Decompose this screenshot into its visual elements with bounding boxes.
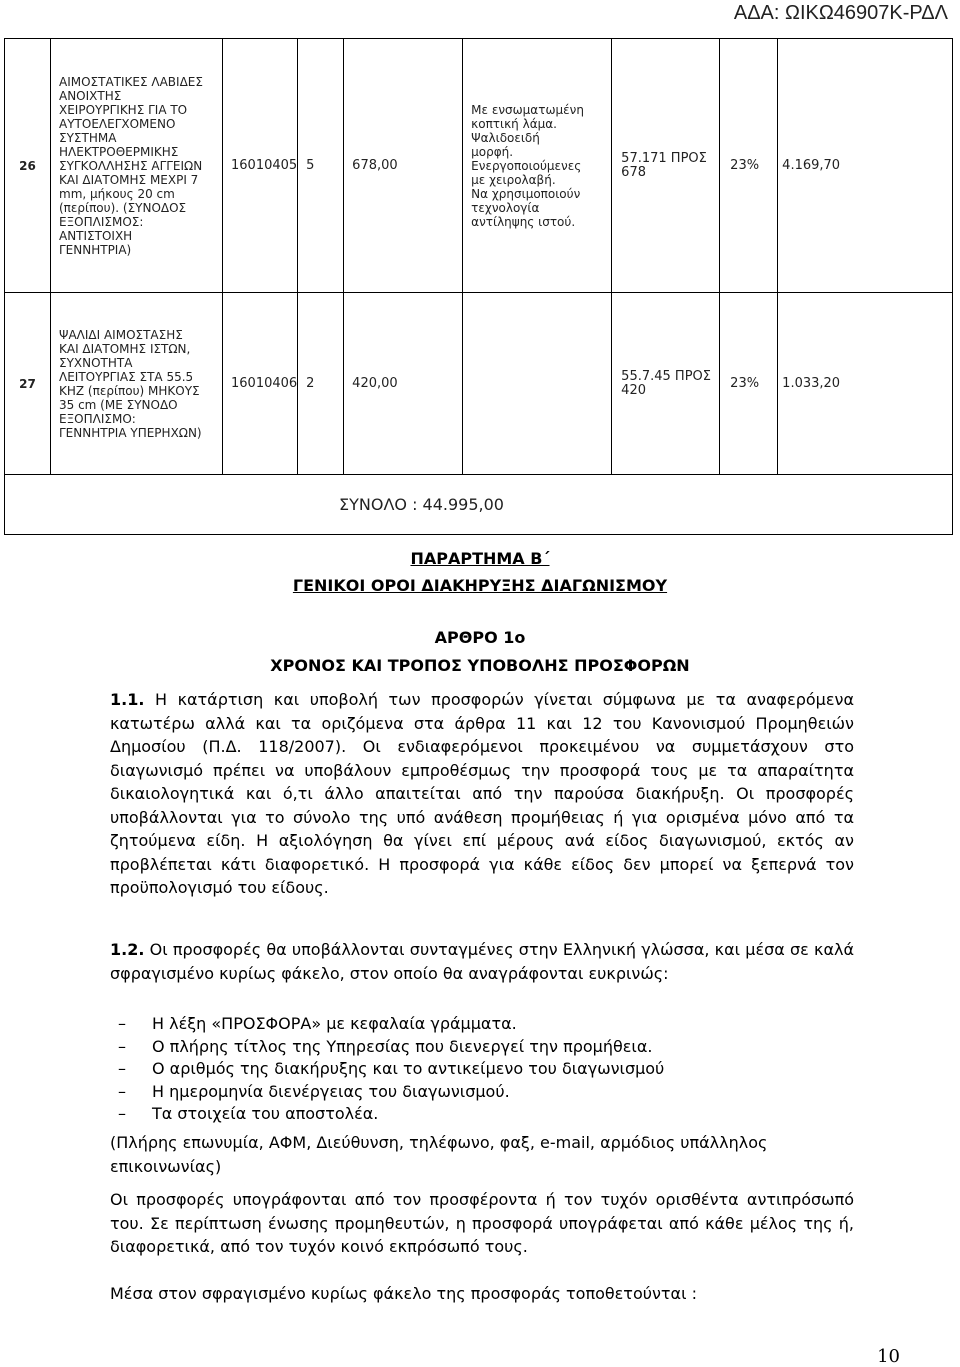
text-line: ΕΞΟΠΛΙΣΜΟ: (59, 411, 136, 426)
item-price: 678,00 (344, 39, 463, 293)
item-base-lines (621, 370, 719, 398)
item-code: 16010406 (223, 293, 298, 475)
text-line: ΧΕΙΡΟΥΡΓΙΚΗΣ ΓΙΑ ΤΟ (59, 102, 188, 117)
list-item: – Η λέξη «ΠΡΟΣΦΟΡΑ» με κεφαλαία γράμματα. (118, 1014, 517, 1033)
list-item: – Ο πλήρης τίτλος της Υπηρεσίας που διενεργεί την προμήθεια. (118, 1036, 653, 1056)
items-table (4, 38, 953, 535)
list-item: – Τα στοιχεία του αποστολέα. (118, 1104, 379, 1123)
text-line: ΑΝΤΙΣΤΟΙΧΗ (59, 228, 133, 243)
article-subtitle: ΧΡΟΝΟΣ ΚΑΙ ΤΡΟΠΟΣ ΥΠΟΒΟΛΗΣ ΠΡΟΣΦΟΡΩΝ (270, 656, 690, 675)
text-line: ΑΝΟΙΧΤΗΣ (59, 88, 122, 103)
item-spec-lines (471, 103, 611, 229)
text-line: ΚΑΙ ΔΙΑΤΟΜΗΣ ΜΕΧΡΙ 7 (59, 172, 199, 187)
list-item: – Η ημερομηνία διενέργειας του διαγωνισμού. (118, 1081, 510, 1101)
text-line: κοπτική λάμα. (471, 116, 557, 131)
text-line: Με ενσωματωμένη (471, 102, 584, 117)
text-line: Να χρησιμοποιούν (471, 186, 581, 201)
item-price: 420,00 (344, 293, 463, 475)
text-line: Ενεργοποιούμενες (471, 158, 582, 173)
annex-title: ΠΑΡΑΡΤΗΜΑ Β΄ (410, 549, 550, 568)
paragraph-text: Οι προσφορές θα υποβάλλονται συνταγμένες στην Ελληνική γλώσσα, και μέσα σε καλά σφραγισμένο κυρίως φάκελο, στον οποίο θα αναγράφονται ευκρινώς: (110, 940, 854, 983)
text-line: Ψαλιδοειδή (471, 130, 540, 145)
text-line: ΨΑΛΙΔΙ ΑΙΜΟΣΤΑΣΗΣ (59, 327, 183, 342)
paragraph-number: 1.1. (110, 690, 145, 709)
table-row (5, 293, 953, 475)
paragraph-number: 1.2. (110, 940, 145, 959)
text-line: 55.7.45 ΠΡΟΣ (621, 368, 711, 384)
grand-total: ΣΥΝΟΛΟ : 44.995,00 (5, 475, 953, 535)
envelope-list (118, 1013, 858, 1126)
annex-subtitle: ΓΕΝΙΚΟΙ ΟΡΟΙ ΔΙΑΚΗΡΥΞΗΣ ΔΙΑΓΩΝΙΣΜΟΥ (292, 576, 668, 595)
item-vat: 23% (720, 39, 778, 293)
item-name (51, 39, 223, 293)
text-line: ΛΕΙΤΟΥΡΓΙΑΣ ΣΤΑ 55.5 (59, 369, 194, 384)
text-line: ΑΥΤΟΕΛΕΓΧΟΜΕΝΟ (59, 116, 176, 131)
text-line: ΑΙΜΟΣΤΑΤΙΚΕΣ ΛΑΒΙΔΕΣ (59, 74, 203, 89)
text-line: αντίληψης ιστού. (471, 214, 576, 229)
item-base (612, 293, 720, 475)
text-line: mm, μήκους 20 cm (59, 186, 175, 201)
item-base-lines (621, 152, 719, 180)
table-row (5, 39, 953, 293)
text-line: ΣΥΓΚΟΛΛΗΣΗΣ ΑΓΓΕΙΩΝ (59, 158, 203, 173)
item-total: 4.169,70 (778, 39, 953, 293)
signature-paragraph: Οι προσφορές υπογράφονται από τον προσφέροντα ή τον τυχόν ορισθέντα αντιπρόσωπό του. Σε περίπτωση ένωσης προμηθευτών, η προσφορά υπογράφεται από κάθε μέλος της ή, διαφορετικά, από τον τυχόν κοινό εκπρόσωπό τους. (110, 1190, 854, 1256)
item-name-lines (59, 328, 222, 440)
total-row (5, 475, 953, 535)
item-code: 16010405 (223, 39, 298, 293)
text-line: με χειρολαβή. (471, 172, 556, 187)
text-line: KHZ (περίπου) ΜΗΚΟΥΣ (59, 383, 200, 398)
text-line: 35 cm (ΜΕ ΣΥΝΟΔΟ (59, 397, 178, 412)
text-line: ΚΑΙ ΔΙΑΤΟΜΗΣ ΙΣΤΩΝ, (59, 341, 191, 356)
paragraph-text: Η κατάρτιση και υποβολή των προσφορών γίνεται σύμφωνα με τα αναφερόμενα κατωτέρω αλλά και τα οριζόμενα στα άρθρα 11 και 12 του Κανονισμού Προμηθειών Δημοσίου (Π.Δ. 118/2007). Οι ενδιαφερόμενοι προκειμένου να συμμετάσχουν στο διαγωνισμό πρέπει να υποβάλουν εμπροθέσμως την προσφορά τους με τα απαραίτητα δικαιολογητικά και ό,τι άλλο απαιτείται από την παρούσα διακήρυξη. Οι προσφορές υποβάλλονται για το σύνολο της υπό ανάθεση προμήθειας ή για ορισμένα μόνο από τα ζητούμενα είδη. Η αξιολόγηση θα γίνει επί μέρους ανά είδος διαγωνισμού, εκτός αν προβλέπεται κάτι διαφορετικό. Η προσφορά για κάθε είδος δεν μπορεί να ξεπερνά τον προϋπολογισμό του είδους. (110, 690, 854, 897)
item-base (612, 39, 720, 293)
text-line: 57.171 ΠΡΟΣ (621, 150, 707, 166)
item-number: 27 (5, 293, 51, 475)
list-item: – Ο αριθμός της διακήρυξης και το αντικείμενο του διαγωνισμού (118, 1059, 665, 1078)
text-line: μορφή. (471, 144, 514, 159)
article-title: ΑΡΘΡΟ 1ο (434, 628, 526, 647)
text-line: ΣΥΧΝΟΤΗΤΑ (59, 355, 133, 370)
item-quantity: 2 (298, 293, 344, 475)
paragraph-1-2 (110, 938, 854, 985)
page-number: 10 (877, 1346, 900, 1367)
item-total: 1.033,20 (778, 293, 953, 475)
text-line: τεχνολογία (471, 200, 540, 215)
text-line: ΕΞΟΠΛΙΣΜΟΣ: (59, 214, 144, 229)
ada-code: ΑΔΑ: ΩΙΚΩ46907Κ-ΡΔΛ (733, 2, 948, 24)
text-line: ΓΕΝΝΗΤΡΙΑ) (59, 242, 132, 257)
item-quantity: 5 (298, 39, 344, 293)
item-spec (463, 293, 612, 475)
text-line: ΗΛΕΚΤΡΟΘΕΡΜΙΚΗΣ (59, 144, 179, 159)
item-number: 26 (5, 39, 51, 293)
contact-note: (Πλήρης επωνυμία, ΑΦΜ, Διεύθυνση, τηλέφωνο, φαξ, e-mail, αρμόδιος υπάλληλος επικοινωνίας) (110, 1133, 768, 1176)
item-spec (463, 39, 612, 293)
last-line: Μέσα στον σφραγισμένο κυρίως φάκελο της προσφοράς τοποθετούνται : (110, 1284, 697, 1303)
text-line: 678 (621, 164, 646, 180)
text-line: (περίπου). (ΣΥΝΟΔΟΣ (59, 200, 187, 215)
item-name-lines (59, 75, 222, 257)
item-vat: 23% (720, 293, 778, 475)
text-line: ΣΥΣΤΗΜΑ (59, 130, 117, 145)
paragraph-1-1 (110, 688, 854, 900)
item-name (51, 293, 223, 475)
text-line: 420 (621, 382, 646, 398)
text-line: ΓΕΝΝΗΤΡΙΑ ΥΠΕΡΗΧΩΝ) (59, 425, 202, 440)
